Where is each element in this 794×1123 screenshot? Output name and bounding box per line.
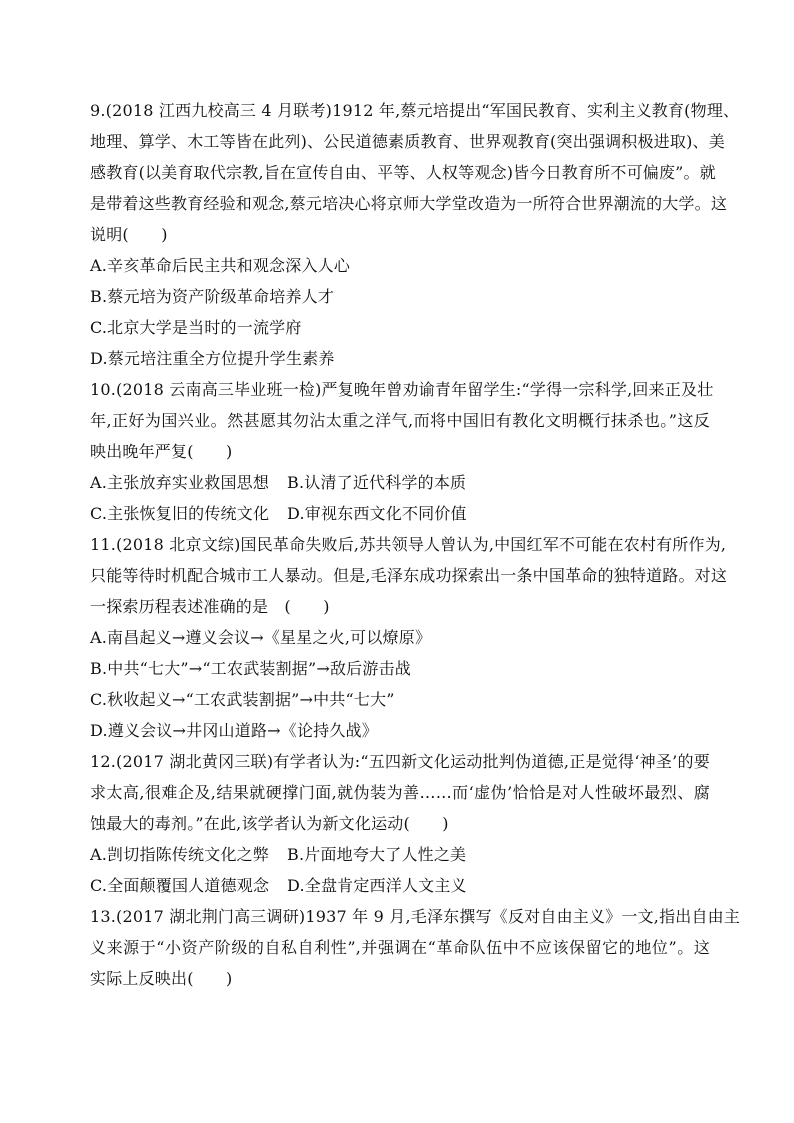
option-row (90, 839, 710, 870)
option-c: C.北京大学是当时的一流学府 (90, 318, 302, 337)
question-stem-line: 实际上反映出( ) (90, 969, 233, 988)
question-stem-line: 10.(2018 云南高三毕业班一检)严复晚年曾劝谕青年留学生:“学得一宗科学,回来正及壮 (90, 380, 714, 399)
question-stem-line: 13.(2017 湖北荆门高三调研)1937 年 9 月,毛泽东撰写《反对自由主义》一文,指出自由主 (90, 907, 741, 926)
question-9 (90, 95, 740, 374)
option-a: A.剀切指陈传统文化之弊 (90, 845, 270, 864)
question-stem-line: 12.(2017 湖北黄冈三联)有学者认为:“五四新文化运动批判伪道德,正是觉得‘神圣’的要 (90, 752, 710, 771)
option-b: B.蔡元培为资产阶级革命培养人才 (90, 287, 335, 306)
option-d: D.蔡元培注重全方位提升学生素养 (90, 349, 335, 368)
question-11 (90, 529, 728, 746)
option-b: B.认清了近代科学的本质 (287, 473, 467, 492)
option-a: A.辛亥革命后民主共和观念深入人心 (90, 256, 351, 275)
option-row (90, 498, 710, 529)
option-row (90, 467, 710, 498)
question-stem-line: 11.(2018 北京文综)国民革命失败后,苏共领导人曾认为,中国红军不可能在农村有所作为, (90, 535, 727, 554)
option-a: A.南昌起义→遵义会议→《星星之火,可以燎原》 (90, 628, 432, 647)
question-stem-line: 感教育(以美育取代宗教,旨在宣传自由、平等、人权等观念)皆今日教育所不可偏废”。就 (90, 163, 716, 182)
question-stem-line: 9.(2018 江西九校高三 4 月联考)1912 年,蔡元培提出“军国民教育、实利主义教育(物理、 (90, 101, 740, 120)
option-c: C.秋收起义→“工农武装割据”→中共“七大” (90, 690, 395, 709)
question-stem-line: 地理、算学、木工等皆在此列)、公民道德素质教育、世界观教育(突出强调积极进取)、美 (90, 132, 725, 151)
question-stem-line: 一探索历程表述准确的是 ( ) (90, 597, 330, 616)
option-d: D.审视东西文化不同价值 (287, 504, 467, 523)
option-c: C.全面颠覆国人道德观念 (90, 876, 270, 895)
question-12 (90, 746, 710, 901)
question-stem-line: 映出晚年严复( ) (90, 442, 233, 461)
question-stem-line: 说明( ) (90, 225, 168, 244)
option-row (90, 870, 710, 901)
question-10 (90, 374, 714, 529)
question-13 (90, 901, 741, 994)
question-stem-line: 义来源于“小资产阶级的自私自利性”,并强调在“革命队伍中不应该保留它的地位”。这 (90, 938, 710, 957)
option-a: A.主张放弃实业救国思想 (90, 473, 270, 492)
question-stem-line: 只能等待时机配合城市工人暴动。但是,毛泽东成功探索出一条中国革命的独特道路。对这 (90, 566, 728, 585)
question-list (90, 95, 741, 994)
option-b: B.片面地夸大了人性之美 (287, 845, 467, 864)
question-stem-line: 求太高,很难企及,结果就硬撑门面,就伪装为善……而‘虚伪’恰恰是对人性破坏最烈、腐 (90, 783, 710, 802)
option-d: D.遵义会议→井冈山道路→《论持久战》 (90, 721, 378, 740)
option-b: B.中共“七大”→“工农武装割据”→敌后游击战 (90, 659, 411, 678)
question-stem-line: 是带着这些教育经验和观念,蔡元培决心将京师大学堂改造为一所符合世界潮流的大学。这 (90, 194, 728, 213)
option-c: C.主张恢复旧的传统文化 (90, 504, 270, 523)
option-d: D.全盘肯定西洋人文主义 (287, 876, 467, 895)
question-stem-line: 蚀最大的毒剂。”在此,该学者认为新文化运动( ) (90, 814, 449, 833)
question-stem-line: 年,正好为国兴业。然甚愿其勿沾太重之洋气,而将中国旧有教化文明概行抹杀也。”这反 (90, 411, 710, 430)
